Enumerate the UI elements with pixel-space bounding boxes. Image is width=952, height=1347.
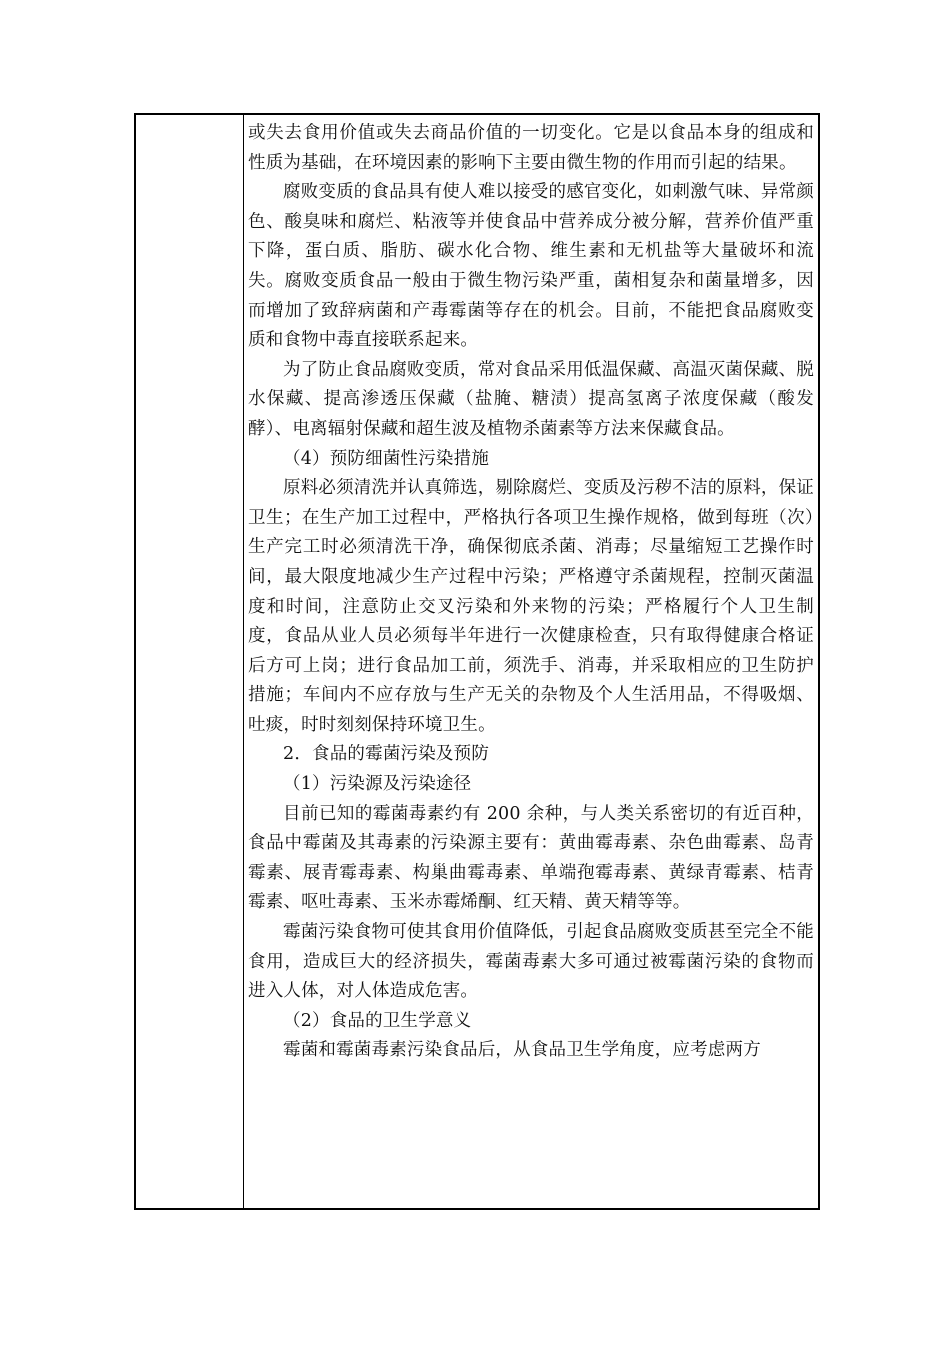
section-heading: （1）污染源及污染途径	[283, 774, 472, 795]
paragraph: 原料必须清洗并认真筛选，剔除腐烂、变质及污秽不洁的原料，保证卫生；在生产加工过程中，严格执行各项卫生操作规格，做到每班（次）生产完工时必须清洗干净，确保彻底杀菌、消毒；尽量缩短工艺操作时间，最大限度地减少生产过程中污染；严格遵守杀菌规程，控制灭菌温度和时间，注意防止交叉污染和外来物的污染；严格履行个人卫生制度，食品从业人员必须每半年进行一次健康检查，只有取得健康合格证后方可上岗；进行食品加工前，须洗手、消毒，并采取相应的卫生防护措施；车间内不应存放与生产无关的杂物及个人生活用品，不得吸烟、吐痰，时时刻刻保持环境卫生。	[248, 478, 814, 735]
paragraph: 霉菌和霉菌毒素污染食品后，从食品卫生学角度，应考虑两方	[283, 1040, 761, 1061]
section-heading: （2）食品的卫生学意义	[283, 1010, 472, 1031]
paragraph: 腐败变质的食品具有使人难以接受的感官变化，如刺激气味、异常颜色、酸臭味和腐烂、粘液等并使食品中营养成分被分解，营养价值严重下降，蛋白质、脂肪、碳水化合物、维生素和无机盐等大量破坏和流失。腐败变质食品一般由于微生物污染严重，菌相复杂和菌量增多，因而增加了致辞病菌和产毒霉菌等存在的机会。目前，不能把食品腐败变质和食物中毒直接联系起来。	[248, 182, 814, 351]
content-table	[134, 113, 820, 1210]
section-heading: （4）预防细菌性污染措施	[283, 448, 490, 469]
paragraph: 为了防止食品腐败变质，常对食品采用低温保藏、高温灭菌保藏、脱水保藏、提高渗透压保藏（盐腌、糖渍）提高氢离子浓度保藏（酸发酵）、电离辐射保藏和超生波及植物杀菌素等方法来保藏食品。	[248, 359, 814, 439]
paragraph: 霉菌污染食物可使其食用价值降低，引起食品腐败变质甚至完全不能食用，造成巨大的经济损失，霉菌毒素大多可通过被霉菌污染的食物而进入人体，对人体造成危害。	[248, 922, 814, 1002]
table-content-cell	[248, 119, 814, 1066]
table-left-column	[136, 115, 244, 1208]
paragraph: 或失去食用价值或失去商品价值的一切变化。它是以食品本身的组成和性质为基础，在环境因素的影响下主要由微生物的作用而引起的结果。	[248, 123, 814, 173]
paragraph: 目前已知的霉菌毒素约有 200 余种，与人类关系密切的有近百种，食品中霉菌及其毒素的污染源主要有：黄曲霉毒素、杂色曲霉素、岛青霉素、展青霉毒素、构巢曲霉毒素、单端孢霉毒素、黄绿青霉素、桔青霉素、呕吐毒素、玉米赤霉烯酮、红天精、黄天精等等。	[248, 803, 814, 913]
section-heading: 2．食品的霉菌污染及预防	[283, 744, 490, 765]
